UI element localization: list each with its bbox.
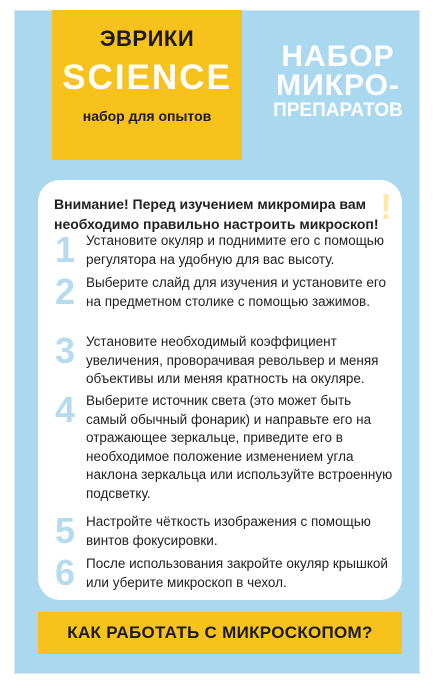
set-title-line-1: НАБОР [281, 40, 395, 73]
footer-banner [38, 612, 402, 654]
step-text: После использования закройте окуляр крышкой или уберите микроскоп в чехол. [86, 556, 388, 590]
brand-name: ЭВРИКИ [99, 26, 195, 51]
set-title-line-2: МИКРО- [276, 69, 400, 102]
exclamation-icon: ! [380, 186, 392, 227]
step-text: Выберите слайд для изучения и установите его на предметном столике с помощью зажимов. [86, 275, 386, 309]
step-text: Выберите источник света (это может быть самый обычный фонарик) и направьте его на отражающее зеркальце, приведите его в необходимое положение изменением угла наклона зеркальца или используйте встроенную подсветку. [86, 393, 393, 501]
set-title-line-3: ПРЕПАРАТОВ [273, 100, 403, 121]
step-number: 2 [54, 271, 76, 312]
logo-subtitle: набор для опытов [82, 108, 212, 124]
step-number: 5 [54, 510, 76, 551]
step-text: Установите окуляр и поднимите его с помощью регулятора на удобную для вас высоту. [86, 233, 384, 267]
brand-logo-block [52, 10, 242, 160]
step-text: Установите необходимый коэффициент увеличения, проворачивая револьвер и меняя объективы или меняя кратность на окуляре. [86, 334, 379, 387]
footer-title: КАК РАБОТАТЬ С МИКРОСКОПОМ? [67, 623, 373, 642]
step-text: Настройте чёткость изображения с помощью винтов фокусировки. [86, 514, 371, 548]
step-number: 3 [54, 330, 76, 371]
set-title [258, 42, 418, 122]
step-number: 6 [54, 552, 76, 593]
instructions-panel [38, 180, 402, 600]
warning-text: Внимание! Перед изучением микромира вам необходимо правильно настроить микроскоп! [54, 196, 379, 232]
step-number: 1 [54, 229, 76, 270]
brand-science: SCIENCE [62, 58, 232, 97]
step-number: 4 [54, 389, 76, 430]
product-card [14, 10, 420, 674]
